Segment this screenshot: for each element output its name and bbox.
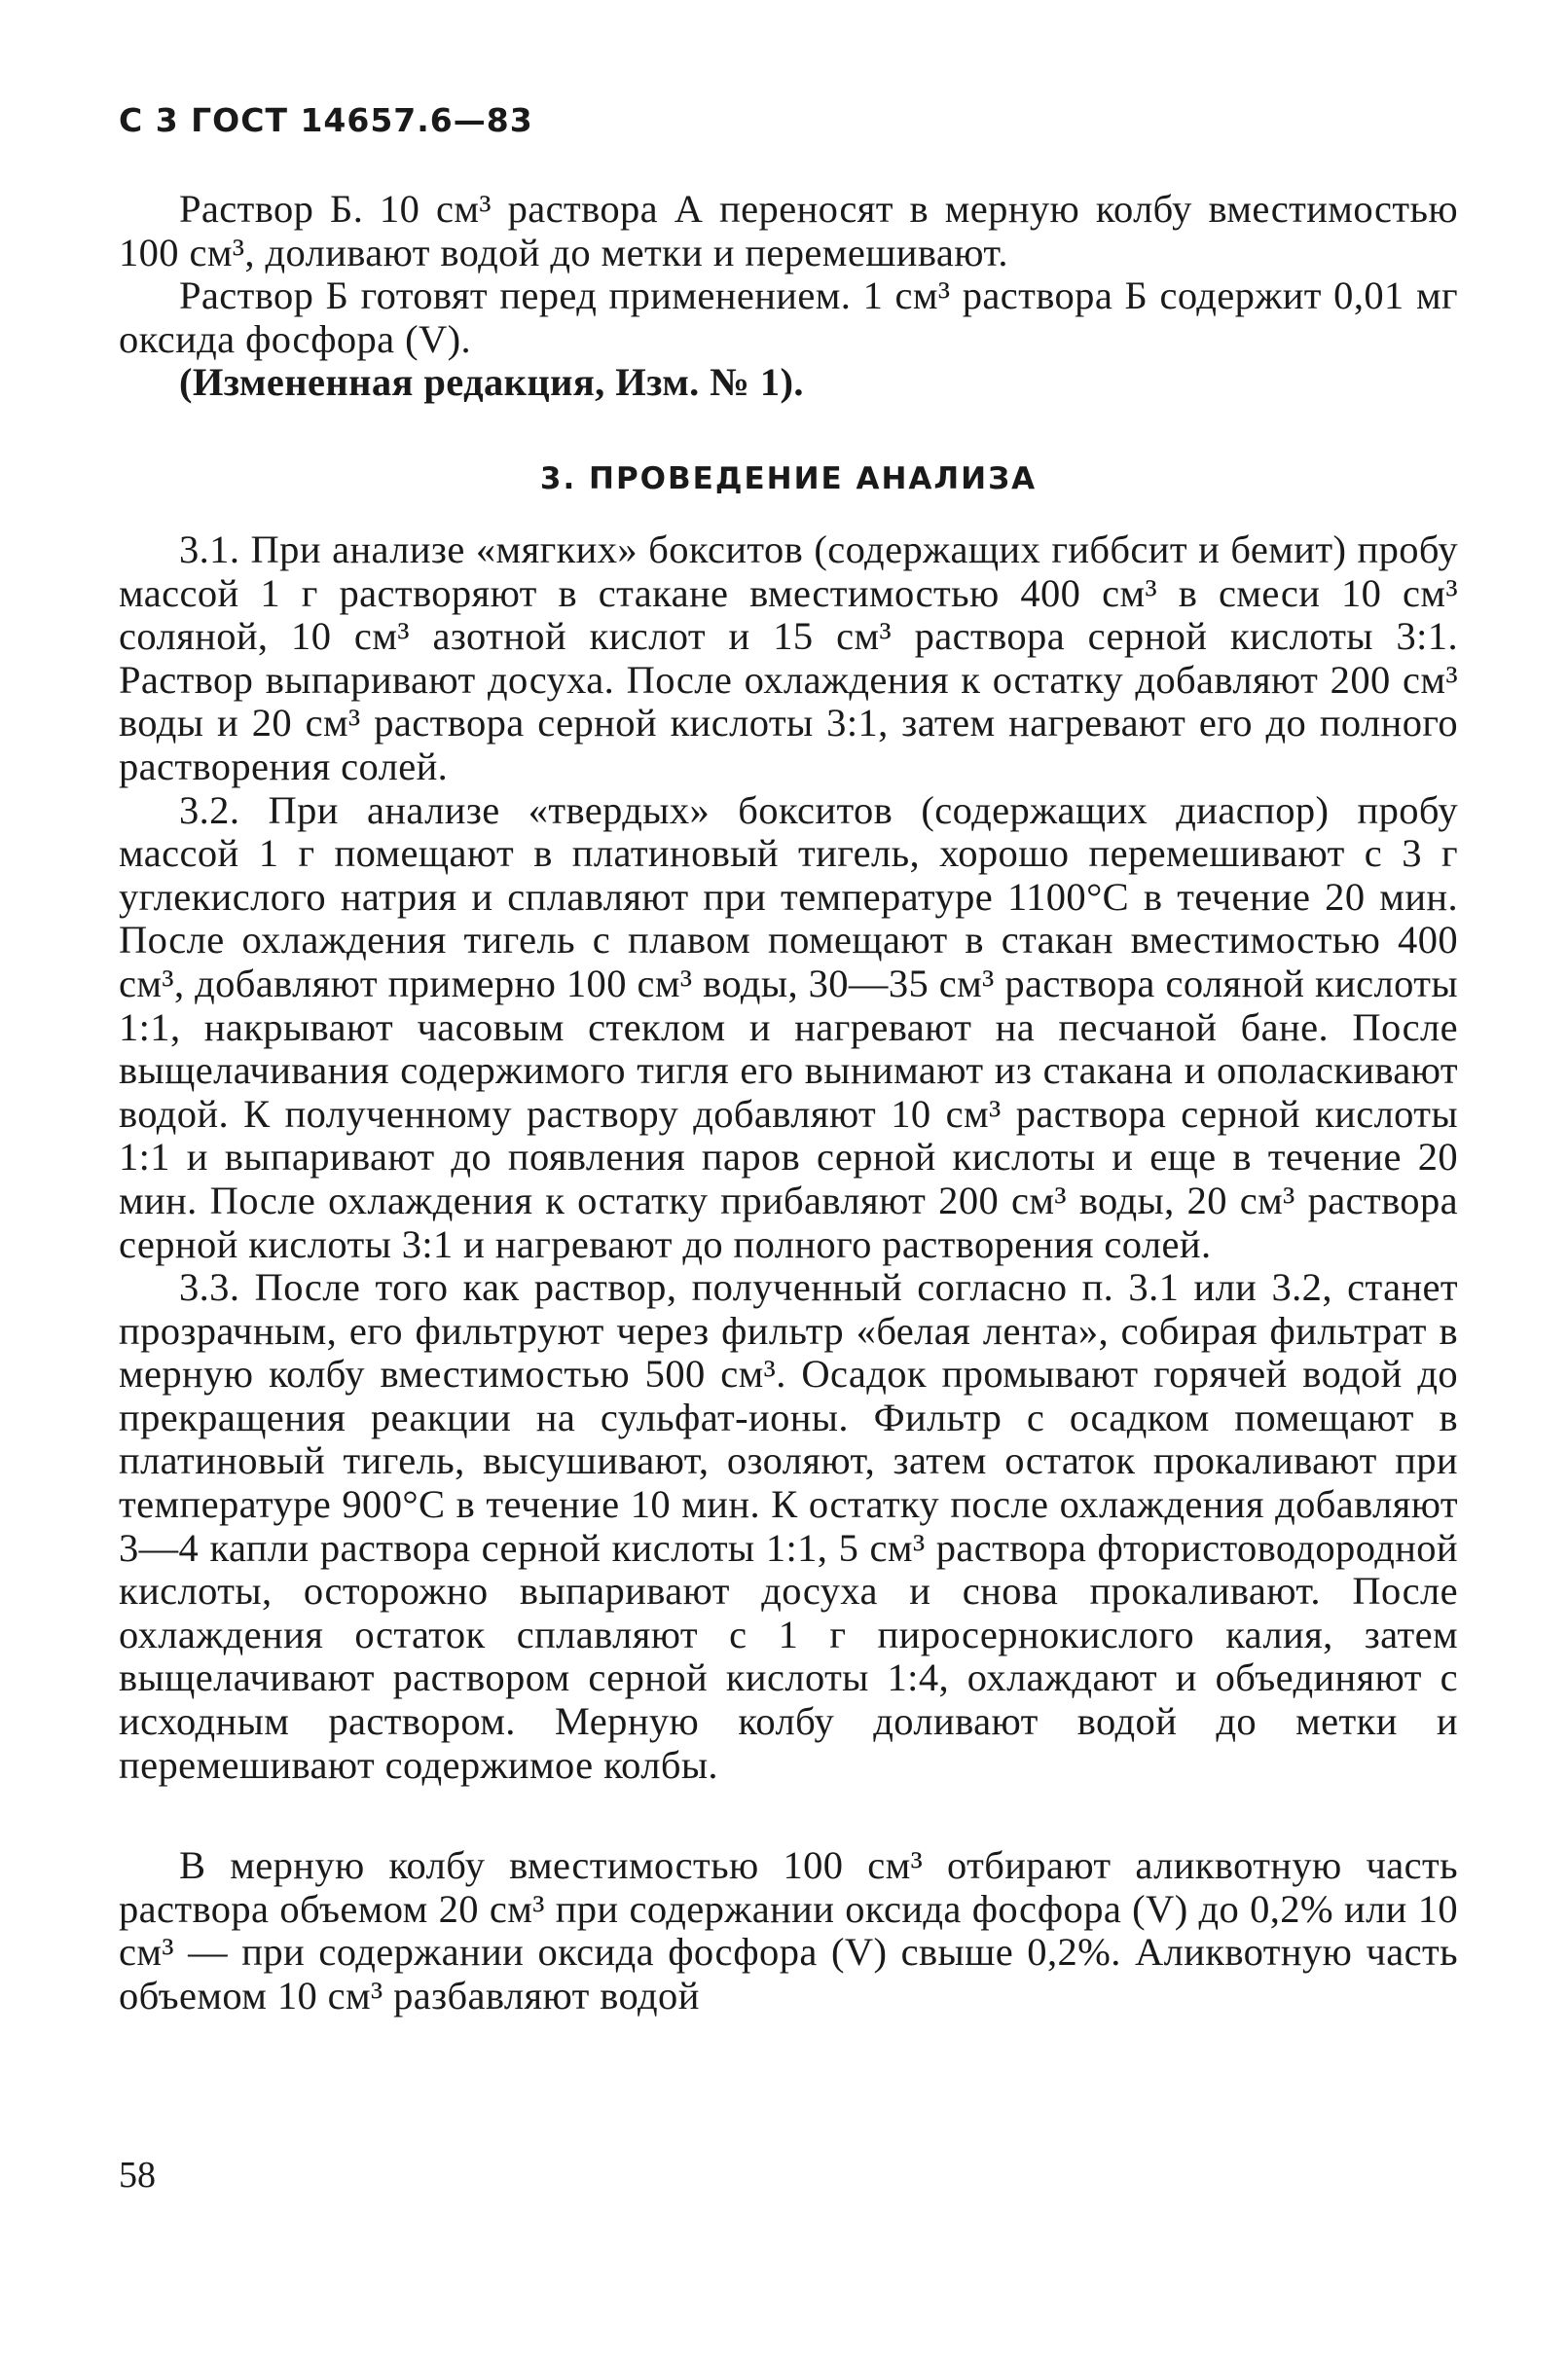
paragraph-3-3: 3.3. После того как раствор, полученный согласно п. 3.1 или 3.2, станет прозрачным, его фильтруют через фильтр «белая лента», собирая фильтрат в мерную колбу вместимостью 500 см³. Осадок промывают горячей водой до прекращения реакции на сульфат-ионы. Фильтр с осадком помещают в платиновый тигель, высушивают, озоляют, затем остаток прокаливают при температуре 900°С в течение 10 мин. К остатку после охлаждения добавляют 3—4 капли раствора серной кислоты 1:1, 5 см³ раствора фтористоводородной кислоты, осторожно выпаривают досуха и снова прокаливают. После охлаждения остаток сплавляют с 1 г пиросернокислого калия, затем выщелачивают раствором серной кислоты 1:4, охлаждают и объединяют с исходным раствором. Мерную колбу доливают водой до метки и перемешивают содержимое колбы. <box>119 1265 1458 1787</box>
analysis-block <box>119 528 1458 1787</box>
paragraph-solution-b: Раствор Б. 10 см³ раствора А переносят в мерную колбу вместимостью 100 см³, доливают водой до метки и перемешивают. <box>119 187 1458 274</box>
paragraph-aliquot: В мерную колбу вместимостью 100 см³ отбирают аликвотную часть раствора объемом 20 см³ при содержании оксида фосфора (V) до 0,2% или 10 см³ — при содержании оксида фосфора (V) свыше 0,2%. Аликвотную часть объемом 10 см³ разбавляют водой <box>119 1843 1458 2017</box>
intro-block <box>119 188 1458 405</box>
page-number: 58 <box>119 2155 156 2196</box>
paragraph-3-2: 3.2. При анализе «твердых» бокситов (содержащих диаспор) пробу массой 1 г помещают в платиновый тигель, хорошо перемешивают с 3 г углекислого натрия и сплавляют при температуре 1100°С в течение 20 мин. После охлаждения тигель с плавом помещают в стакан вместимостью 400 см³, добавляют примерно 100 см³ воды, 30—35 см³ раствора соляной кислоты 1:1, накрывают часовым стеклом и нагревают на песчаной бане. После выщелачивания содержимого тигля его вынимают из стакана и ополаскивают водой. К полученному раствору добавляют 10 см³ раствора серной кислоты 1:1 и выпаривают до появления паров серной кислоты и еще в течение 20 мин. После охлаждения к остатку прибавляют 200 см³ воды, 20 см³ раствора серной кислоты 3:1 и нагревают до полного растворения солей. <box>119 787 1458 1266</box>
running-header: С 3 ГОСТ 14657.6—83 <box>119 101 533 139</box>
section-heading: 3. ПРОВЕДЕНИЕ АНАЛИЗА <box>539 461 1038 496</box>
paragraph-solution-b-prep: Раствор Б готовят перед применением. 1 см³ раствора Б содержит 0,01 мг оксида фосфора (V). <box>119 273 1458 361</box>
edition-note: (Измененная редакция, Изм. № 1). <box>179 360 804 405</box>
aliquot-block <box>119 1844 1458 2017</box>
paragraph-3-1: 3.1. При анализе «мягких» бокситов (содержащих гиббсит и бемит) пробу массой 1 г растворяют в стакане вместимостью 400 см³ в смеси 10 см³ соляной, 10 см³ азотной кислот и 15 см³ раствора серной кислоты 3:1. Раствор выпаривают досуха. После охлаждения к остатку добавляют 200 см³ воды и 20 см³ раствора серной кислоты 3:1, затем нагревают его до полного растворения солей. <box>119 527 1458 788</box>
